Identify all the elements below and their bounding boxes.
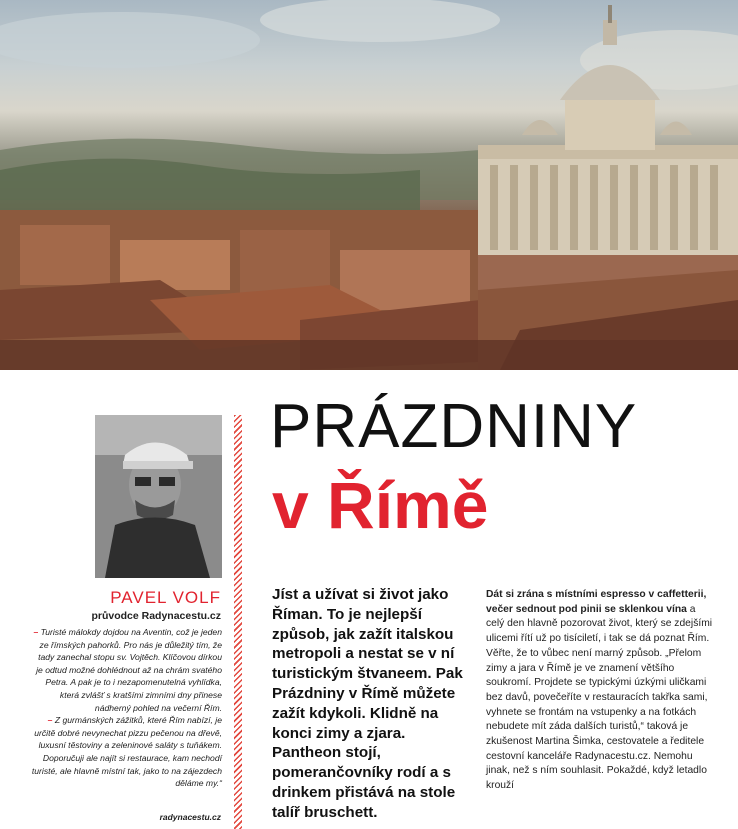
lead-paragraph <box>272 585 472 823</box>
article-title-line1: PRÁZDNINY <box>270 392 638 461</box>
author-name: PAVEL VOLF <box>110 588 221 607</box>
body-text: a celý den hlavně pozorovat život, který se zdejšími ulicemi řítí už po tisíciletí, i tak se dá poznat Řím. Věřte, že to vůbec není marný způsob. „Přelom zimy a jara v Římě je ve znamení většího soukromí. Projdete se typickými úzkými uličkami bez davů, povečeříte v restauracích takřka sami, vyhnete se frontám na vstupenky a na fotkách nebudete mít záda dalších turistů,“ taková je zkušenost Martina Šimka, cestovatele a ředitele cestovní kanceláře Radynacestu.cz. Nemohu jinak, než s ním souhlasit. Pokaždé, když letadlo krouží <box>486 603 713 792</box>
body-bold-intro: Dát si zrána s místními espresso v caffetterii, večer sednout pod pinii se sklenkou vína <box>486 589 707 615</box>
decorative-hatched-divider <box>234 415 242 829</box>
quote-source: radynacestu.cz <box>159 812 221 822</box>
hero-photo-rome-skyline <box>0 0 738 370</box>
author-portrait-illustration <box>95 415 222 578</box>
author-role: průvodce Radynacestu.cz <box>91 610 221 622</box>
author-photo <box>95 415 222 578</box>
author-quote <box>30 626 222 790</box>
rome-skyline-illustration <box>0 0 738 370</box>
body-column <box>486 588 716 794</box>
quote-dash: – <box>33 627 39 637</box>
quote-paragraph-1: Turisté málokdy dojdou na Aventin, což je jeden ze římských pahorků. Pro nás je důležitý tím, že tady zanechal stopu sv. Vojtěch. Klíčovou dírkou je odtud možné dohlédnout až na chrám svatého Petra. A pak je to i nezapomenutelná vyhlídka, která zvlášť s kratšími zimními dny přinese nádherný pohled na večerní Řím. <box>36 627 222 713</box>
lead-text: Jíst a užívat si život jako Říman. To je nejlepší způsob, jak zažít italskou metropoli a nestat se v ní turistickým štvaneem. Pak Prázdniny v Římě můžete zažít kdykoli. Klidně na konci zimy a zjara. Pantheon stojí, pomerančovníky rodí a s drinkem přistává na stole talíř bruschett. <box>272 586 463 821</box>
article-title-line2: v Římě <box>272 468 489 542</box>
quote-dash: – <box>47 715 53 726</box>
quote-paragraph-2: Z gurmánských zážitků, které Řím nabízí, je určitě dobré nevynechat pizzu pečenou na dřevě, luxusní těstoviny a zeleninové saláty s tuňákem. Doporučuji ale najít si restaurace, kam nechodí turisté, ale hlavně místní tak, jako to na zájezdech děláme my.“ <box>31 715 222 789</box>
